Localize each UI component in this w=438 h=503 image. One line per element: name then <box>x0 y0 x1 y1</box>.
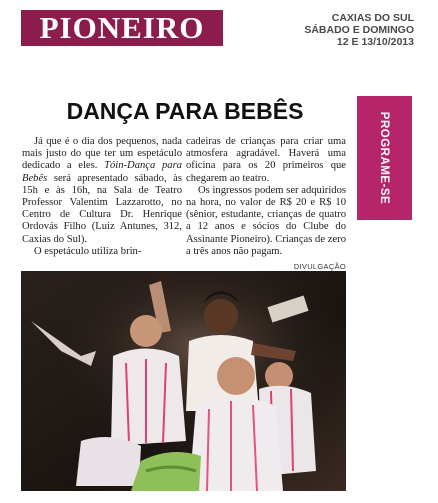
article-paragraph: Os ingressos podem ser adquiridos na hora, no valor de R$ 20 e R$ 10 (sênior, estudante, crianças de quatro a 12 anos e sócios do Clube do Assinante Pioneiro). Crianças de zero a três anos não pagam. <box>186 184 346 257</box>
dateline-days: SÁBADO E DOMINGO <box>304 24 414 36</box>
paragraph-text: Já que é o dia dos pequenos, nada mais justo do que ter um espetáculo dedicado a eles. <box>22 136 182 172</box>
article-headline: DANÇA PARA BEBÊS <box>66 98 304 124</box>
article-paragraph: cadeiras de crianças para criar uma atmosfera agradável. Haverá uma oficina para os 20 primeiros que chegarem ao teatro. <box>186 136 346 184</box>
photo-credit: DIVULGAÇÃO <box>293 262 346 271</box>
article-paragraph <box>22 136 182 246</box>
paragraph-text: será apresentado sábado, às 15h e às 16h, na Sala de Teatro Professor Valentim Lazzarotto, no Centro de Cultura Dr. Henrique Ordovás Filho (Luiz Antunes, 312, Caxias do Sul). <box>22 172 182 245</box>
dateline-dates: 12 E 13/10/2013 <box>336 36 414 48</box>
article-paragraph: O espetáculo utiliza brin- <box>34 245 142 257</box>
article-column-right <box>186 136 346 258</box>
section-tab-label-wrap <box>357 96 412 220</box>
dateline-city: CAXIAS DO SUL <box>331 12 414 24</box>
masthead-logo: PIONEIRO <box>21 10 223 46</box>
show-title: Tóin-Dança para Bebês <box>22 160 182 184</box>
dateline <box>304 12 414 48</box>
dancers-illustration <box>21 271 346 491</box>
section-tab-label: PROGRAME-SE <box>378 111 391 205</box>
performance-photo <box>21 271 346 491</box>
article-column-left <box>22 136 182 258</box>
